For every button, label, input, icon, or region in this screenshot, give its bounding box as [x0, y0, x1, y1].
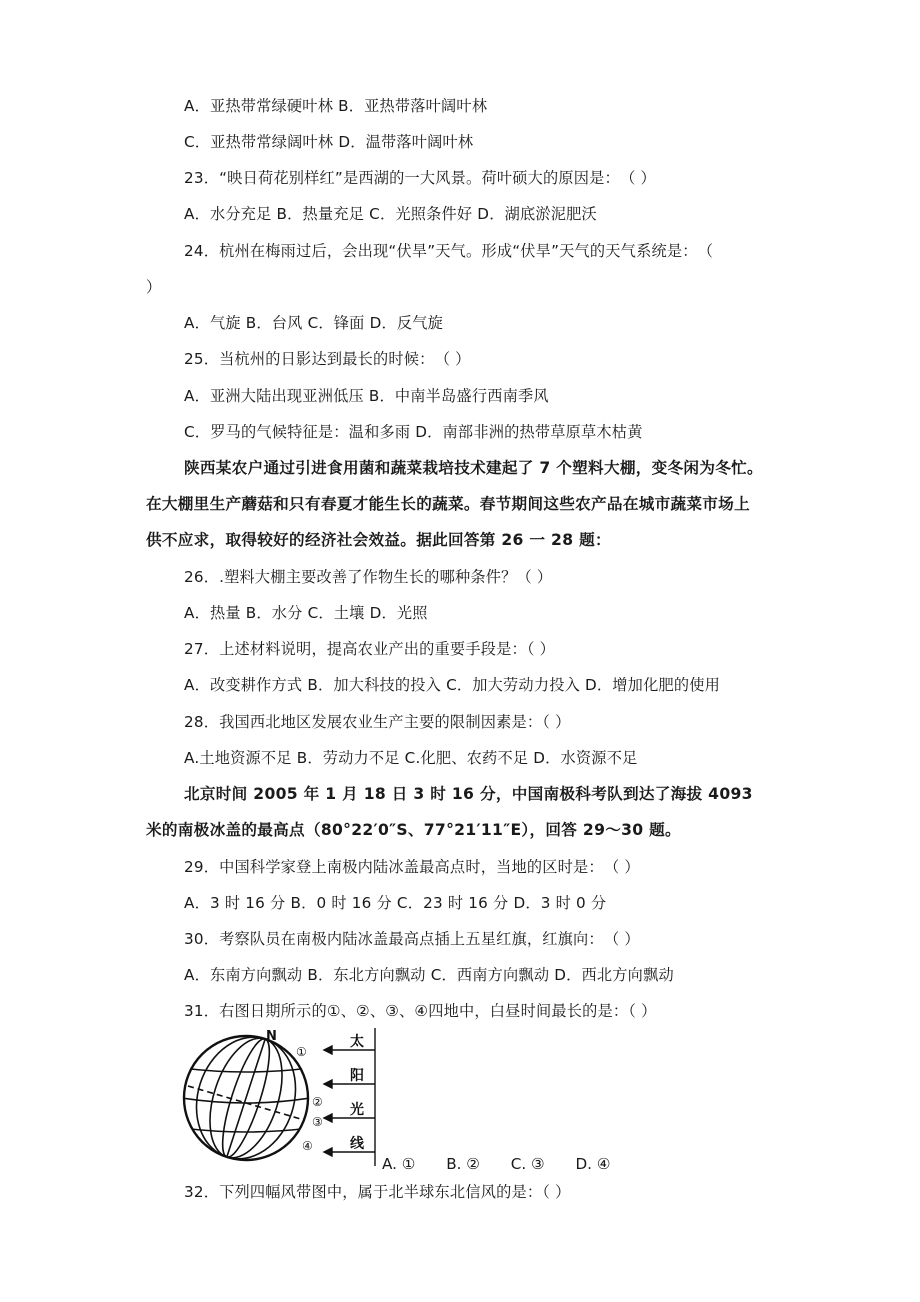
globe-diagram-svg [178, 1028, 378, 1170]
globe [180, 1028, 312, 1170]
passage-26-28-line-3: 供不应求，取得较好的经济社会效益。据此回答第 26 一 28 题： [146, 531, 611, 549]
q25-options-cd: C．罗马的气候特征是：温和多雨 D．南部非洲的热带草原草木枯黄 [184, 423, 643, 441]
ray-3-arrow [324, 1114, 332, 1122]
ray-2-arrow [324, 1080, 332, 1088]
point-label-1: ① [296, 1045, 307, 1059]
q25-options-ab: A．亚洲大陆出现亚洲低压 B．中南半岛盛行西南季风 [184, 387, 549, 405]
q31-option-b: B. ② [446, 1155, 480, 1173]
q22-options-cd: C．亚热带常绿阔叶林 D．温带落叶阔叶林 [184, 133, 474, 151]
passage-29-30-line-2: 米的南极冰盖的最高点（80°22′0″S、77°21′11″E），回答 29～30 题。 [146, 821, 681, 839]
q31-question: 31．右图日期所示的①、②、③、④四地中，白昼时间最长的是：（ ） [184, 1002, 657, 1020]
sun-char-3: 光 [350, 1102, 364, 1118]
q31-option-d: D. ④ [575, 1155, 611, 1173]
q23-options: A．水分充足 B．热量充足 C．光照条件好 D．湖底淤泥肥沃 [184, 205, 597, 223]
q32-question: 32．下列四幅风带图中，属于北半球东北信风的是：（ ） [184, 1183, 571, 1201]
ray-4-arrow [324, 1148, 332, 1156]
q31-options [382, 1154, 636, 1174]
q24-question-close: ） [146, 278, 162, 296]
sun-char-2: 阳 [350, 1068, 364, 1084]
q28-question: 28．我国西北地区发展农业生产主要的限制因素是：（ ） [184, 713, 571, 731]
q24-question: 24．杭州在梅雨过后，会出现“伏旱”天气。形成“伏旱”天气的天气系统是： （ [184, 242, 714, 260]
q27-question: 27．上述材料说明，提高农业产出的重要手段是：（ ） [184, 640, 556, 658]
point-label-4: ④ [302, 1139, 313, 1153]
q26-question: 26．.塑料大棚主要改善了作物生长的哪种条件？（ ） [184, 568, 553, 586]
ray-1-arrow [324, 1046, 332, 1054]
passage-29-30-line-1: 北京时间 2005 年 1 月 18 日 3 时 16 分，中国南极科考队到达了海拔 4093 [184, 785, 753, 803]
globe-sunlight-diagram [178, 1028, 378, 1170]
q28-options: A.土地资源不足 B．劳动力不足 C.化肥、农药不足 D．水资源不足 [184, 749, 638, 767]
q27-options: A．改变耕作方式 B．加大科技的投入 C．加大劳动力投入 D．增加化肥的使用 [184, 676, 721, 694]
q29-question: 29．中国科学家登上南极内陆冰盖最高点时，当地的区时是： （ ） [184, 858, 640, 876]
q30-options: A．东南方向飘动 B．东北方向飘动 C．西南方向飘动 D．西北方向飘动 [184, 966, 674, 984]
sun-char-1: 太 [350, 1034, 364, 1050]
q22-options-ab: A．亚热带常绿硬叶林 B．亚热带落叶阔叶林 [184, 97, 488, 115]
q31-option-c: C. ③ [510, 1155, 545, 1173]
q30-question: 30．考察队员在南极内陆冰盖最高点插上五星红旗，红旗向： （ ） [184, 930, 640, 948]
q25-question: 25．当杭州的日影达到最长的时候： （ ） [184, 350, 471, 368]
q26-options: A．热量 B．水分 C．土壤 D．光照 [184, 604, 428, 622]
q23-question: 23．“映日荷花别样红”是西湖的一大风景。荷叶硕大的原因是： （ ） [184, 169, 656, 187]
passage-26-28-line-1: 陕西某农户通过引进食用菌和蔬菜栽培技术建起了 7 个塑料大棚，变冬闲为冬忙。 [184, 459, 763, 477]
sunlight-labels [350, 1033, 365, 1152]
passage-26-28-line-2: 在大棚里生产蘑菇和只有春夏才能生长的蔬菜。春节期间这些农产品在城市蔬菜市场上 [146, 495, 750, 513]
point-label-2: ② [312, 1095, 323, 1109]
q24-options: A．气旋 B．台风 C．锋面 D．反气旋 [184, 314, 444, 332]
q31-option-a: A. ① [382, 1155, 416, 1173]
point-label-3: ③ [312, 1115, 323, 1129]
q29-options: A．3 时 16 分 B．0 时 16 分 C．23 时 16 分 D．3 时 0 分 [184, 894, 607, 912]
north-label: N [266, 1029, 277, 1044]
sun-char-4: 线 [350, 1136, 364, 1152]
